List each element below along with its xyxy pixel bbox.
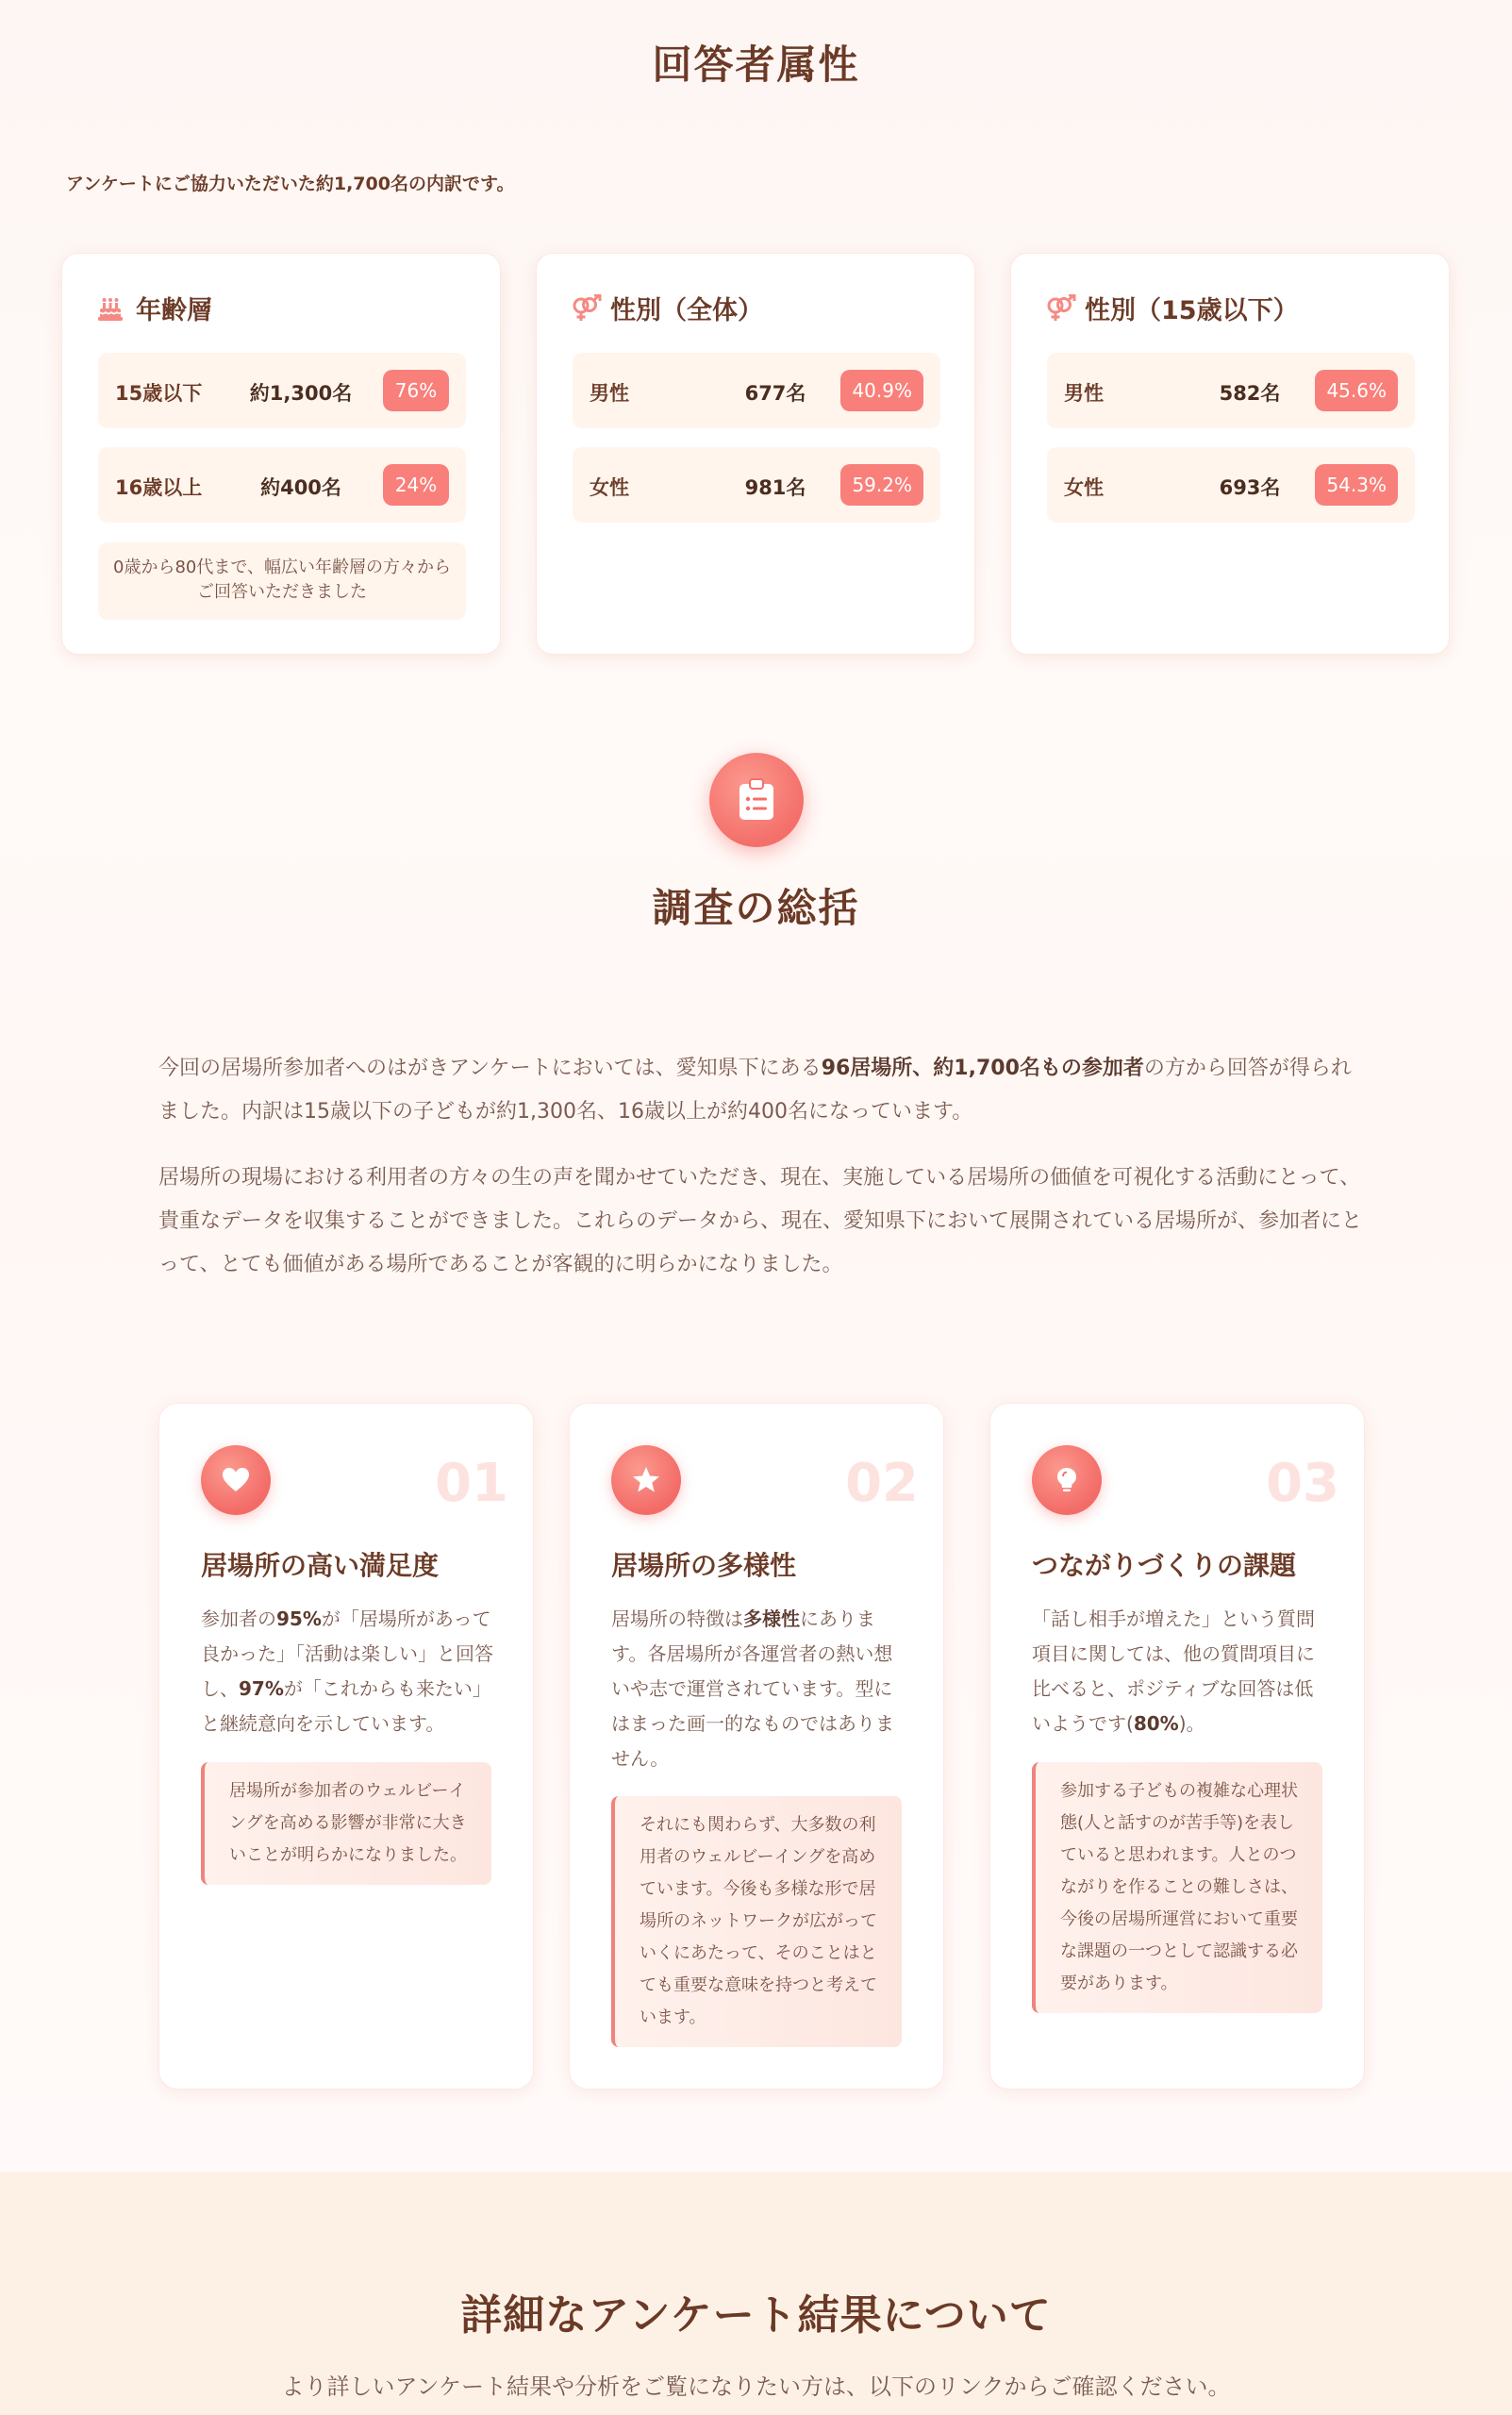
row-label: 女性: [590, 476, 629, 499]
row-percent-badge: 54.3%: [1315, 464, 1398, 506]
point-body-text: が「居場所があって良かった」「活動は楽しい」と回答し、: [201, 1607, 493, 1700]
summary-paragraph-1-post: の方から回答が得られました。内訳は15歳以下の子どもが約1,300名、16歳以上が約400名になっています。: [158, 1057, 1352, 1124]
gender-overall-title: 性別（全体）: [610, 296, 763, 325]
row-label: 16歳以上: [115, 476, 203, 499]
point-body: [1032, 1602, 1330, 1741]
respondents-intro: アンケートにご協力いただいた約1,700名の内訳です。: [66, 174, 515, 194]
point-body: [611, 1602, 909, 1776]
gender-overall-row-female: [573, 447, 940, 523]
point-quote: 居場所が参加者のウェルビーイングを高める影響が非常に大きいことが明らかになりました。: [201, 1762, 491, 1885]
point-title: つながりづくりの課題: [1032, 1550, 1297, 1581]
row-value: 約1,300名: [249, 382, 353, 405]
gender-overall-card: [536, 253, 975, 655]
point-title: 居場所の多様性: [611, 1550, 797, 1581]
row-percent-badge: 45.6%: [1315, 370, 1398, 411]
age-card-header: [96, 290, 212, 326]
row-value: 582名: [1219, 382, 1281, 405]
summary-title: 調査の総括: [652, 885, 860, 931]
age-note: 0歳から80代まで、幅広い年齢層の方々から ご回答いただきました: [98, 542, 466, 620]
gender-icon: [1045, 294, 1073, 323]
row-percent-badge: 76%: [383, 370, 449, 411]
point-quote: それにも関わらず、大多数の利用者のウェルビーイングを高めています。今後も多様な形で居場所のネットワークが広がっていくにあたって、そのことはとても重要な意味を持つと考えています。: [611, 1796, 902, 2047]
row-label: 女性: [1064, 476, 1104, 499]
point-icon-circle: [611, 1445, 681, 1515]
row-percent-badge: 59.2%: [840, 464, 923, 506]
point-body-highlight: 95%: [276, 1607, 322, 1630]
clipboard-list-icon: [738, 778, 775, 822]
row-percent-badge: 40.9%: [840, 370, 923, 411]
point-body-highlight: 多様性: [743, 1607, 800, 1630]
point-body-highlight: 97%: [239, 1677, 284, 1700]
point-card-satisfaction: [158, 1403, 534, 2090]
gender-under15-card: [1010, 253, 1450, 655]
gender-overall-row-male: [573, 353, 940, 428]
row-value: 約400名: [260, 476, 341, 499]
age-row-16-over: [98, 447, 466, 523]
row-value: 693名: [1219, 476, 1281, 499]
point-number: 03: [1266, 1453, 1339, 1514]
cake-icon: [96, 294, 125, 323]
point-number: 02: [845, 1453, 919, 1514]
summary-paragraph-2: 居場所の現場における利用者の方々の生の声を聞かせていただき、現在、実施している居場所の価値を可視化する活動にとって、貴重なデータを収集することができました。これらのデータから、現在、愛知県下において展開されている居場所が、参加者にとって、とても価値がある場所であることが客観的に明らかになりました。: [158, 1166, 1363, 1276]
gender-overall-header: [571, 290, 763, 326]
respondents-title: 回答者属性: [652, 42, 860, 88]
summary-badge: [709, 753, 804, 847]
heart-icon: [222, 1466, 250, 1494]
age-card-title: 年齢層: [136, 296, 212, 325]
summary-paragraph-1-pre: 今回の居場所参加者へのはがきアンケートにおいては、愛知県下にある: [158, 1057, 822, 1080]
point-body-highlight: 80%: [1133, 1712, 1179, 1735]
gender-under15-title: 性別（15歳以下）: [1085, 296, 1299, 325]
lightbulb-icon: [1053, 1466, 1081, 1494]
star-icon: [632, 1466, 660, 1494]
point-icon-circle: [201, 1445, 271, 1515]
age-card: [61, 253, 501, 655]
point-body-text: )。: [1178, 1712, 1205, 1735]
gender-under15-row-female: [1047, 447, 1415, 523]
gender-icon: [571, 294, 599, 323]
details-title: 詳細なアンケート結果について: [460, 2291, 1052, 2340]
gender-under15-header: [1045, 290, 1299, 326]
row-label: 15歳以下: [115, 382, 203, 405]
point-card-diversity: [569, 1403, 944, 2090]
details-subtitle: より詳しいアンケート結果や分析をご覧になりたい方は、以下のリンクからご確認ください。: [281, 2373, 1231, 2400]
summary-paragraph-1: [158, 1047, 1364, 1134]
point-icon-circle: [1032, 1445, 1102, 1515]
point-card-connection: [989, 1403, 1365, 2090]
row-value: 677名: [744, 382, 806, 405]
row-label: 男性: [1064, 382, 1104, 405]
point-body-text: 参加者の: [201, 1607, 276, 1630]
point-number: 01: [435, 1453, 508, 1514]
row-label: 男性: [590, 382, 629, 405]
point-body-text: 「話し相手が増えた」という質問項目に関しては、他の質問項目に比べると、ポジティブな回答は低いようです(: [1032, 1607, 1315, 1735]
gender-under15-row-male: [1047, 353, 1415, 428]
row-percent-badge: 24%: [383, 464, 449, 506]
point-body: [201, 1602, 499, 1741]
point-body-text: が「これからも来たい」と継続意向を示しています。: [201, 1677, 491, 1735]
summary-paragraph-1-highlight: 96居場所、約1,700名もの参加者: [821, 1057, 1144, 1080]
age-row-15-under: [98, 353, 466, 428]
point-body-text: にあります。各居場所が各運営者の熱い想いや志で運営されています。型にはまった画一的なものではありません。: [611, 1607, 894, 1770]
row-value: 981名: [744, 476, 806, 499]
point-body-text: 居場所の特徴は: [611, 1607, 743, 1630]
point-quote: 参加する子どもの複雑な心理状態(人と話すのが苦手等)を表していると思われます。人とのつながりを作ることの難しさは、今後の居場所運営において重要な課題の一つとして認識する必要があります。: [1032, 1762, 1322, 2013]
point-title: 居場所の高い満足度: [201, 1550, 440, 1581]
